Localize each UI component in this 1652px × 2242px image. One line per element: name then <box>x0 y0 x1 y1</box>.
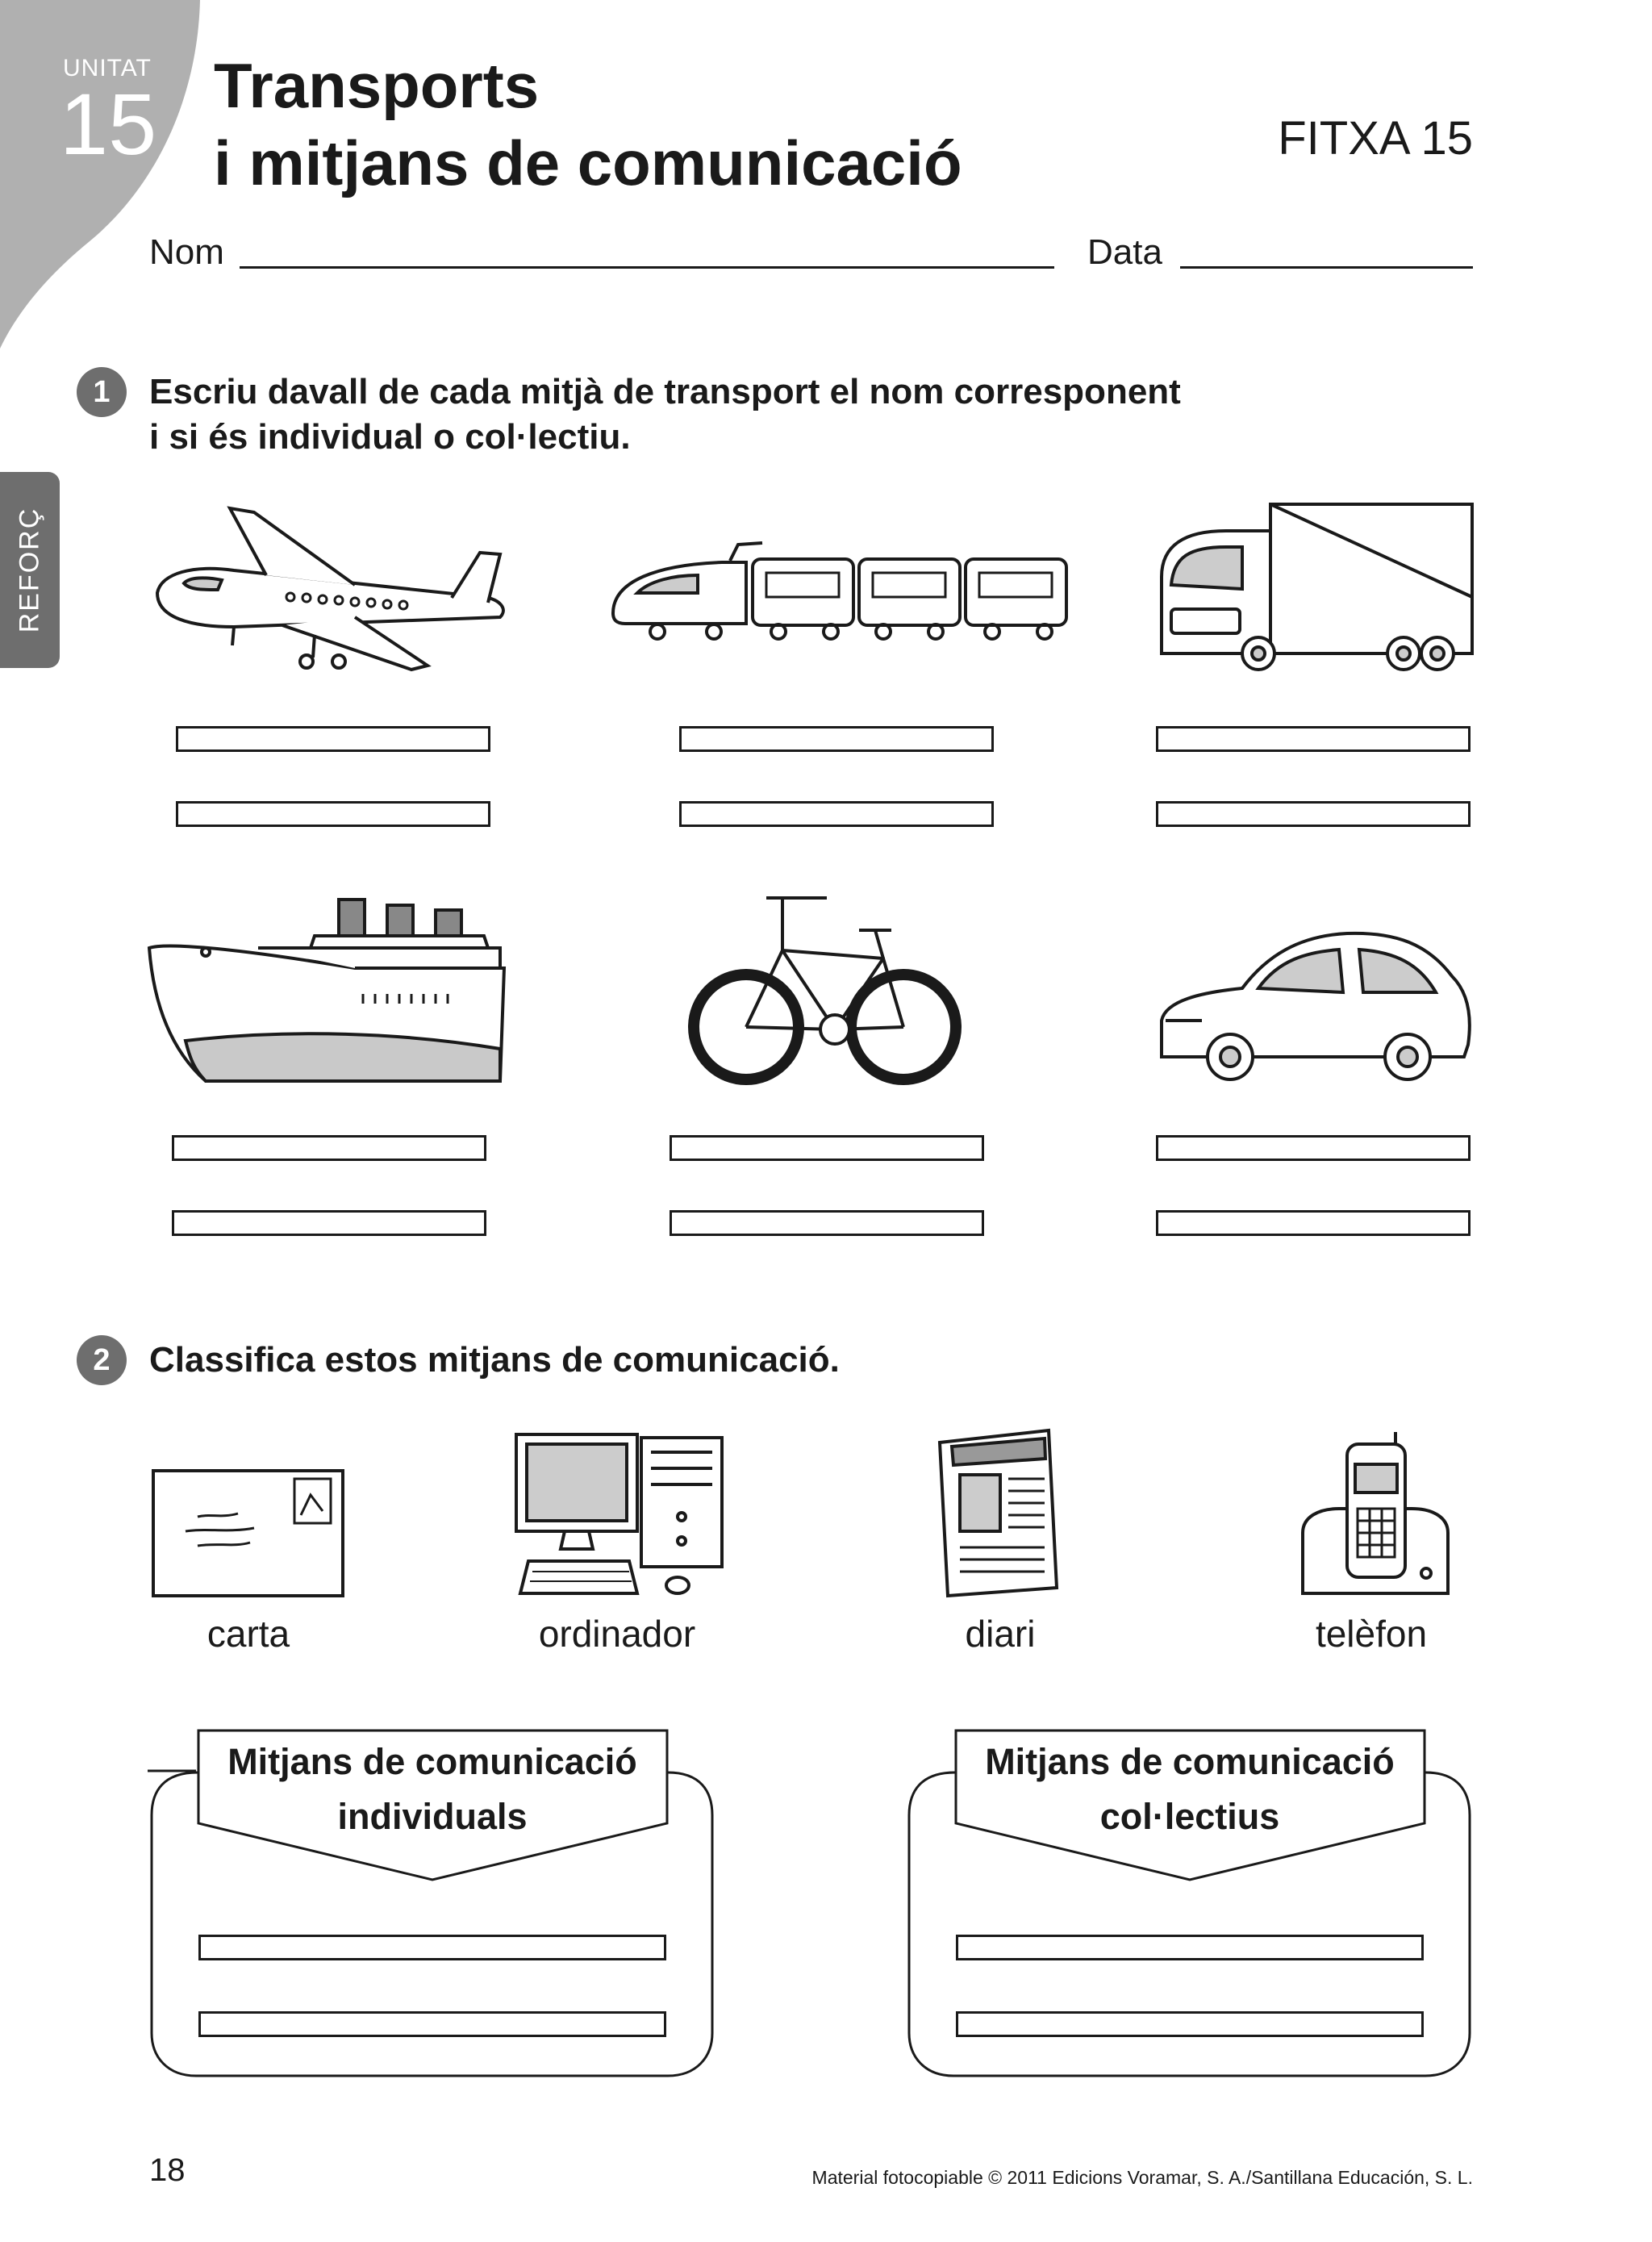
phone-icon <box>1295 1428 1456 1601</box>
individual-group-title <box>198 1735 666 1844</box>
unit-label: UNITAT <box>63 55 152 81</box>
copyright-notice: Material fotocopiable © 2011 Edicions Voramar, S. A./Santillana Educación, S. L. <box>811 2167 1473 2188</box>
truck-type-box[interactable] <box>1156 801 1471 827</box>
exercise-2-number: 2 <box>77 1335 127 1385</box>
airplane-type-box[interactable] <box>176 801 490 827</box>
collective-group-title-line1: Mitjans de comunicació <box>985 1741 1395 1782</box>
car-name-box[interactable] <box>1156 1135 1471 1161</box>
bicycle-type-box[interactable] <box>670 1210 984 1236</box>
item-label-telefon: telèfon <box>1315 1613 1428 1655</box>
individual-answer-box-1[interactable] <box>198 1935 666 1960</box>
date-label: Data <box>1087 232 1162 272</box>
sheet-label: FITXA 15 <box>1278 112 1473 165</box>
collective-group-title-line2: col·lectius <box>1099 1796 1280 1837</box>
page-title-line1: Transports <box>214 50 540 121</box>
airplane-icon <box>145 496 524 682</box>
reinforcement-tab-label: REFORÇ <box>14 507 45 633</box>
train-name-box[interactable] <box>679 726 994 752</box>
car-type-box[interactable] <box>1156 1210 1471 1236</box>
item-label-diari: diari <box>965 1613 1036 1655</box>
exercise-2-instruction: Classifica estos mitjans de comunicació. <box>149 1340 840 1380</box>
exercise-1-number: 1 <box>77 367 127 417</box>
exercise-1-line2: i si és individual o col·lectiu. <box>149 417 631 457</box>
bicycle-name-box[interactable] <box>670 1135 984 1161</box>
bicycle-icon <box>686 886 968 1088</box>
airplane-name-box[interactable] <box>176 726 490 752</box>
unit-corner-badge <box>0 0 210 355</box>
individual-group-title-line1: Mitjans de comunicació <box>227 1741 637 1782</box>
page-title <box>214 47 962 202</box>
ship-type-box[interactable] <box>172 1210 486 1236</box>
exercise-1-instruction <box>149 369 1181 460</box>
individual-group-title-line2: individuals <box>337 1796 528 1837</box>
individual-answer-box-2[interactable] <box>198 2011 666 2037</box>
computer-icon <box>512 1428 730 1601</box>
page-title-line2: i mitjans de comunicació <box>214 127 962 198</box>
item-label-ordinador: ordinador <box>538 1613 696 1655</box>
collective-answer-box-2[interactable] <box>956 2011 1424 2037</box>
collective-answer-box-1[interactable] <box>956 1935 1424 1960</box>
collective-group-title <box>956 1735 1424 1844</box>
name-label: Nom <box>149 232 224 272</box>
train-icon <box>609 536 1073 645</box>
train-type-box[interactable] <box>679 801 994 827</box>
truck-icon <box>1153 500 1476 678</box>
name-field[interactable] <box>240 266 1054 269</box>
exercise-1-line1: Escriu davall de cada mitjà de transport el nom corresponent <box>149 372 1181 411</box>
page-number: 18 <box>149 2152 186 2188</box>
date-field[interactable] <box>1180 266 1473 269</box>
envelope-icon <box>149 1467 347 1600</box>
item-label-carta: carta <box>206 1613 290 1655</box>
newspaper-icon <box>936 1426 1061 1600</box>
unit-number: 15 <box>60 75 157 173</box>
reinforcement-tab <box>0 472 60 668</box>
ship-name-box[interactable] <box>172 1135 486 1161</box>
ship-icon <box>145 887 508 1089</box>
car-icon <box>1153 916 1476 1085</box>
truck-name-box[interactable] <box>1156 726 1471 752</box>
